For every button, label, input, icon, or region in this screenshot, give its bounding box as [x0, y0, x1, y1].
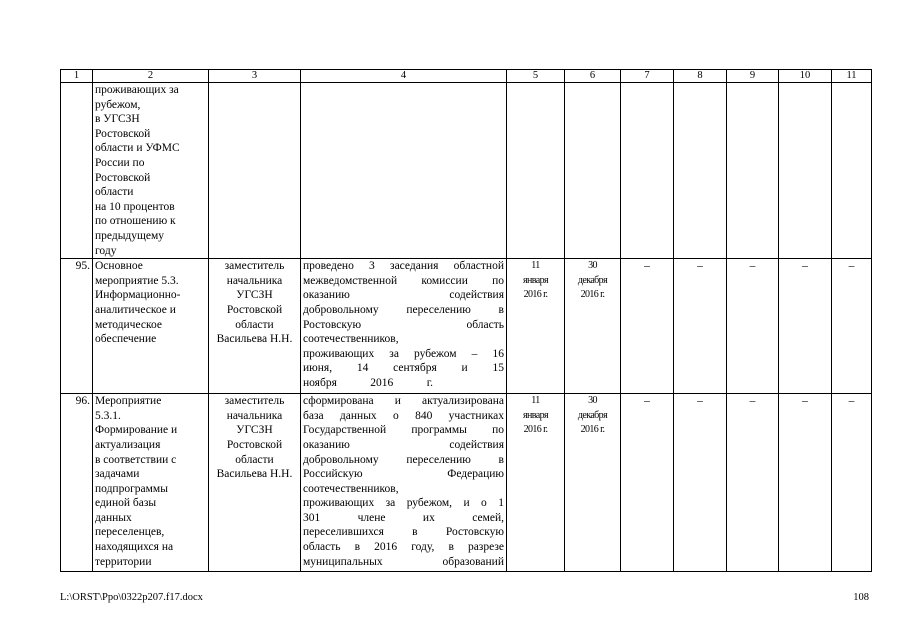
cell-end-date: 30 декабря 2016 г.: [565, 394, 621, 572]
cell-start: [507, 83, 565, 259]
cell-dash: –: [621, 394, 674, 572]
col-number: 7: [621, 70, 674, 83]
cell-empty: [727, 83, 779, 259]
cell-responsible: заместитель начальника УГСЗН Ростовской области Васильева Н.Н.: [209, 394, 301, 572]
cell-dash: –: [727, 394, 779, 572]
cell-responsible: заместитель начальника УГСЗН Ростовской области Васильева Н.Н.: [209, 259, 301, 394]
row-number: 95.: [61, 259, 93, 394]
cell-result: проведено 3 заседания областной межведомственной комиссии по оказанию содействия добровольному переселению в Ростовскую область соотечественников, проживающих за рубежом – 16 июня, 14 сентября и 15 ноября 2016 г.: [301, 259, 507, 394]
cell-dash: –: [832, 394, 872, 572]
column-number-row: [61, 70, 872, 83]
table-row: [61, 259, 872, 394]
col-number: 8: [674, 70, 727, 83]
page-number: 108: [853, 592, 869, 603]
cell-measure: Мероприятие 5.3.1. Формирование и актуализация в соответствии с задачами подпрограммы единой базы данных переселенцев, находящихся на территории: [93, 394, 209, 572]
table-row-continuation: [61, 83, 872, 259]
cell-empty: [674, 83, 727, 259]
cell-num: [61, 83, 93, 259]
cell-empty: [621, 83, 674, 259]
col-number: 2: [93, 70, 209, 83]
cell-empty: [832, 83, 872, 259]
col-number: 6: [565, 70, 621, 83]
cell-dash: –: [779, 259, 832, 394]
row-number: 96.: [61, 394, 93, 572]
col-number: 5: [507, 70, 565, 83]
cell-dash: –: [674, 394, 727, 572]
cell-end-date: 30 декабря 2016 г.: [565, 259, 621, 394]
cell-measure: проживающих за рубежом, в УГСЗН Ростовской области и УФМС России по Ростовской области на 10 процентов по отношению к предыдущему году: [93, 83, 209, 259]
cell-empty: [779, 83, 832, 259]
cell-result: [301, 83, 507, 259]
cell-responsible: [209, 83, 301, 259]
cell-result: сформирована и актуализирована база данных о 840 участниках Государственной программы по оказанию содействия добровольному переселению в Российскую Федерацию соотечественников, проживающих за рубежом, и о 1 301 члене их семей, переселившихся в Ростовскую область в 2016 году, в разрезе муниципальных образований: [301, 394, 507, 572]
col-number: 11: [832, 70, 872, 83]
col-number: 9: [727, 70, 779, 83]
footer-file-path: L:\ORST\Ppo\0322p207.f17.docx: [60, 592, 203, 603]
cell-dash: –: [674, 259, 727, 394]
col-number: 10: [779, 70, 832, 83]
cell-measure: Основное мероприятие 5.3. Информационно- аналитическое и методическое обеспечение: [93, 259, 209, 394]
cell-start-date: 11 января 2016 г.: [507, 259, 565, 394]
cell-dash: –: [727, 259, 779, 394]
table-row: [61, 394, 872, 572]
cell-dash: –: [779, 394, 832, 572]
cell-dash: –: [621, 259, 674, 394]
cell-end: [565, 83, 621, 259]
col-number: 1: [61, 70, 93, 83]
document-table: [60, 69, 872, 572]
cell-dash: –: [832, 259, 872, 394]
col-number: 4: [301, 70, 507, 83]
cell-start-date: 11 января 2016 г.: [507, 394, 565, 572]
col-number: 3: [209, 70, 301, 83]
